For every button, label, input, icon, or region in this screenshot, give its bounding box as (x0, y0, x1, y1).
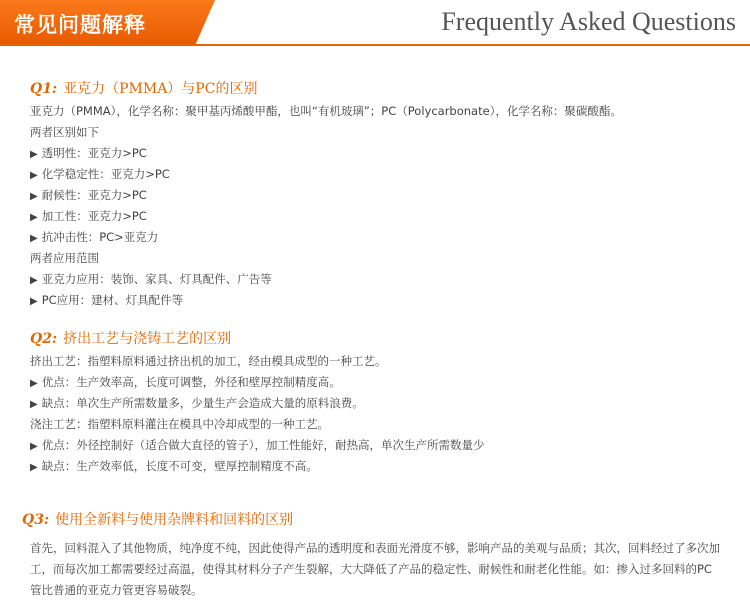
question-tag: Q3: (22, 512, 50, 528)
triangle-right-icon: ▶ (30, 399, 38, 410)
triangle-right-icon: ▶ (30, 275, 38, 286)
faq-section-q1 (30, 79, 740, 311)
faq-section-q3 (22, 510, 732, 601)
header-divider (0, 44, 750, 46)
bullet-item (30, 206, 740, 227)
line-text: 缺点：单次生产所需数量多，少量生产会造成大量的原料浪费。 (41, 396, 364, 410)
line-text: 两者区别如下 (30, 125, 99, 139)
triangle-right-icon: ▶ (30, 296, 38, 307)
line-text: 缺点：生产效率低，长度不可变，壁厚控制精度不高。 (41, 459, 318, 473)
bullet-item (30, 143, 740, 164)
answer-lines (30, 101, 740, 311)
question-text: 亚克力（PMMA）与PC的区别 (63, 81, 258, 97)
line-text: 亚克力（PMMA），化学名称：聚甲基丙烯酸甲酯，也叫“有机玻璃”；PC（Polycarbonate），化学名称：聚碳酸酯。 (30, 104, 622, 118)
question-title (30, 79, 740, 99)
page-header (0, 0, 750, 46)
answer-text-line (30, 122, 740, 143)
triangle-right-icon: ▶ (30, 191, 38, 202)
question-title (30, 329, 740, 349)
bullet-item (30, 227, 740, 248)
bullet-item (30, 372, 740, 393)
line-text: 化学稳定性：亚克力>PC (41, 167, 170, 181)
question-tag: Q1: (30, 81, 58, 97)
triangle-right-icon: ▶ (30, 212, 38, 223)
line-text: 抗冲击性：PC>亚克力 (41, 230, 159, 244)
question-text: 使用全新料与使用杂牌料和回料的区别 (55, 512, 294, 528)
answer-lines (30, 351, 740, 477)
line-text: PC应用：建材、灯具配件等 (41, 293, 184, 307)
bullet-item (30, 393, 740, 414)
question-title (22, 510, 732, 530)
line-text: 优点：生产效率高，长度可调整，外径和壁厚控制精度高。 (41, 375, 341, 389)
triangle-right-icon: ▶ (30, 441, 38, 452)
line-text: 优点：外径控制好（适合做大直径的管子），加工性能好，耐热高，单次生产所需数量少 (41, 438, 485, 452)
line-text: 加工性：亚克力>PC (41, 209, 147, 223)
bullet-item (30, 269, 740, 290)
question-tag: Q2: (30, 331, 58, 347)
line-text: 亚克力应用：装饰、家具、灯具配件、广告等 (41, 272, 272, 286)
triangle-right-icon: ▶ (30, 462, 38, 473)
answer-text-line (30, 248, 740, 269)
line-text: 透明性：亚克力>PC (41, 146, 147, 160)
answer-text-line (30, 414, 740, 435)
bullet-item (30, 185, 740, 206)
answer-text-line (30, 101, 740, 122)
line-text: 耐候性：亚克力>PC (41, 188, 147, 202)
answer-paragraph: 首先，回料混入了其他物质，纯净度不纯，因此使得产品的透明度和表面光滑度不够，影响产品的美观与品质；其次，回料经过了多次加工，而每次加工都需要经过高温，使得其材料分子产生裂解，大大降低了产品的稳定性、耐候性和耐老化性能。如：掺入过多回料的PC管比普通的亚克力管更容易破裂。 (30, 541, 720, 597)
line-text: 挤出工艺：指塑料原料通过挤出机的加工，经由模具成型的一种工艺。 (30, 354, 387, 368)
faq-section-q2 (30, 329, 740, 477)
bullet-item (30, 435, 740, 456)
answer-text-line (30, 351, 740, 372)
bullet-item (30, 290, 740, 311)
triangle-right-icon: ▶ (30, 233, 38, 244)
line-text: 两者应用范围 (30, 251, 99, 265)
header-title-english: Frequently Asked Questions (441, 7, 736, 36)
triangle-right-icon: ▶ (30, 170, 38, 181)
triangle-right-icon: ▶ (30, 149, 38, 160)
bullet-item (30, 164, 740, 185)
bullet-item (30, 456, 740, 477)
header-title-chinese: 常见问题解释 (14, 13, 146, 37)
triangle-right-icon: ▶ (30, 378, 38, 389)
question-text: 挤出工艺与浇铸工艺的区别 (63, 331, 232, 347)
line-text: 浇注工艺：指塑料原料灌注在模具中冷却成型的一种工艺。 (30, 417, 329, 431)
